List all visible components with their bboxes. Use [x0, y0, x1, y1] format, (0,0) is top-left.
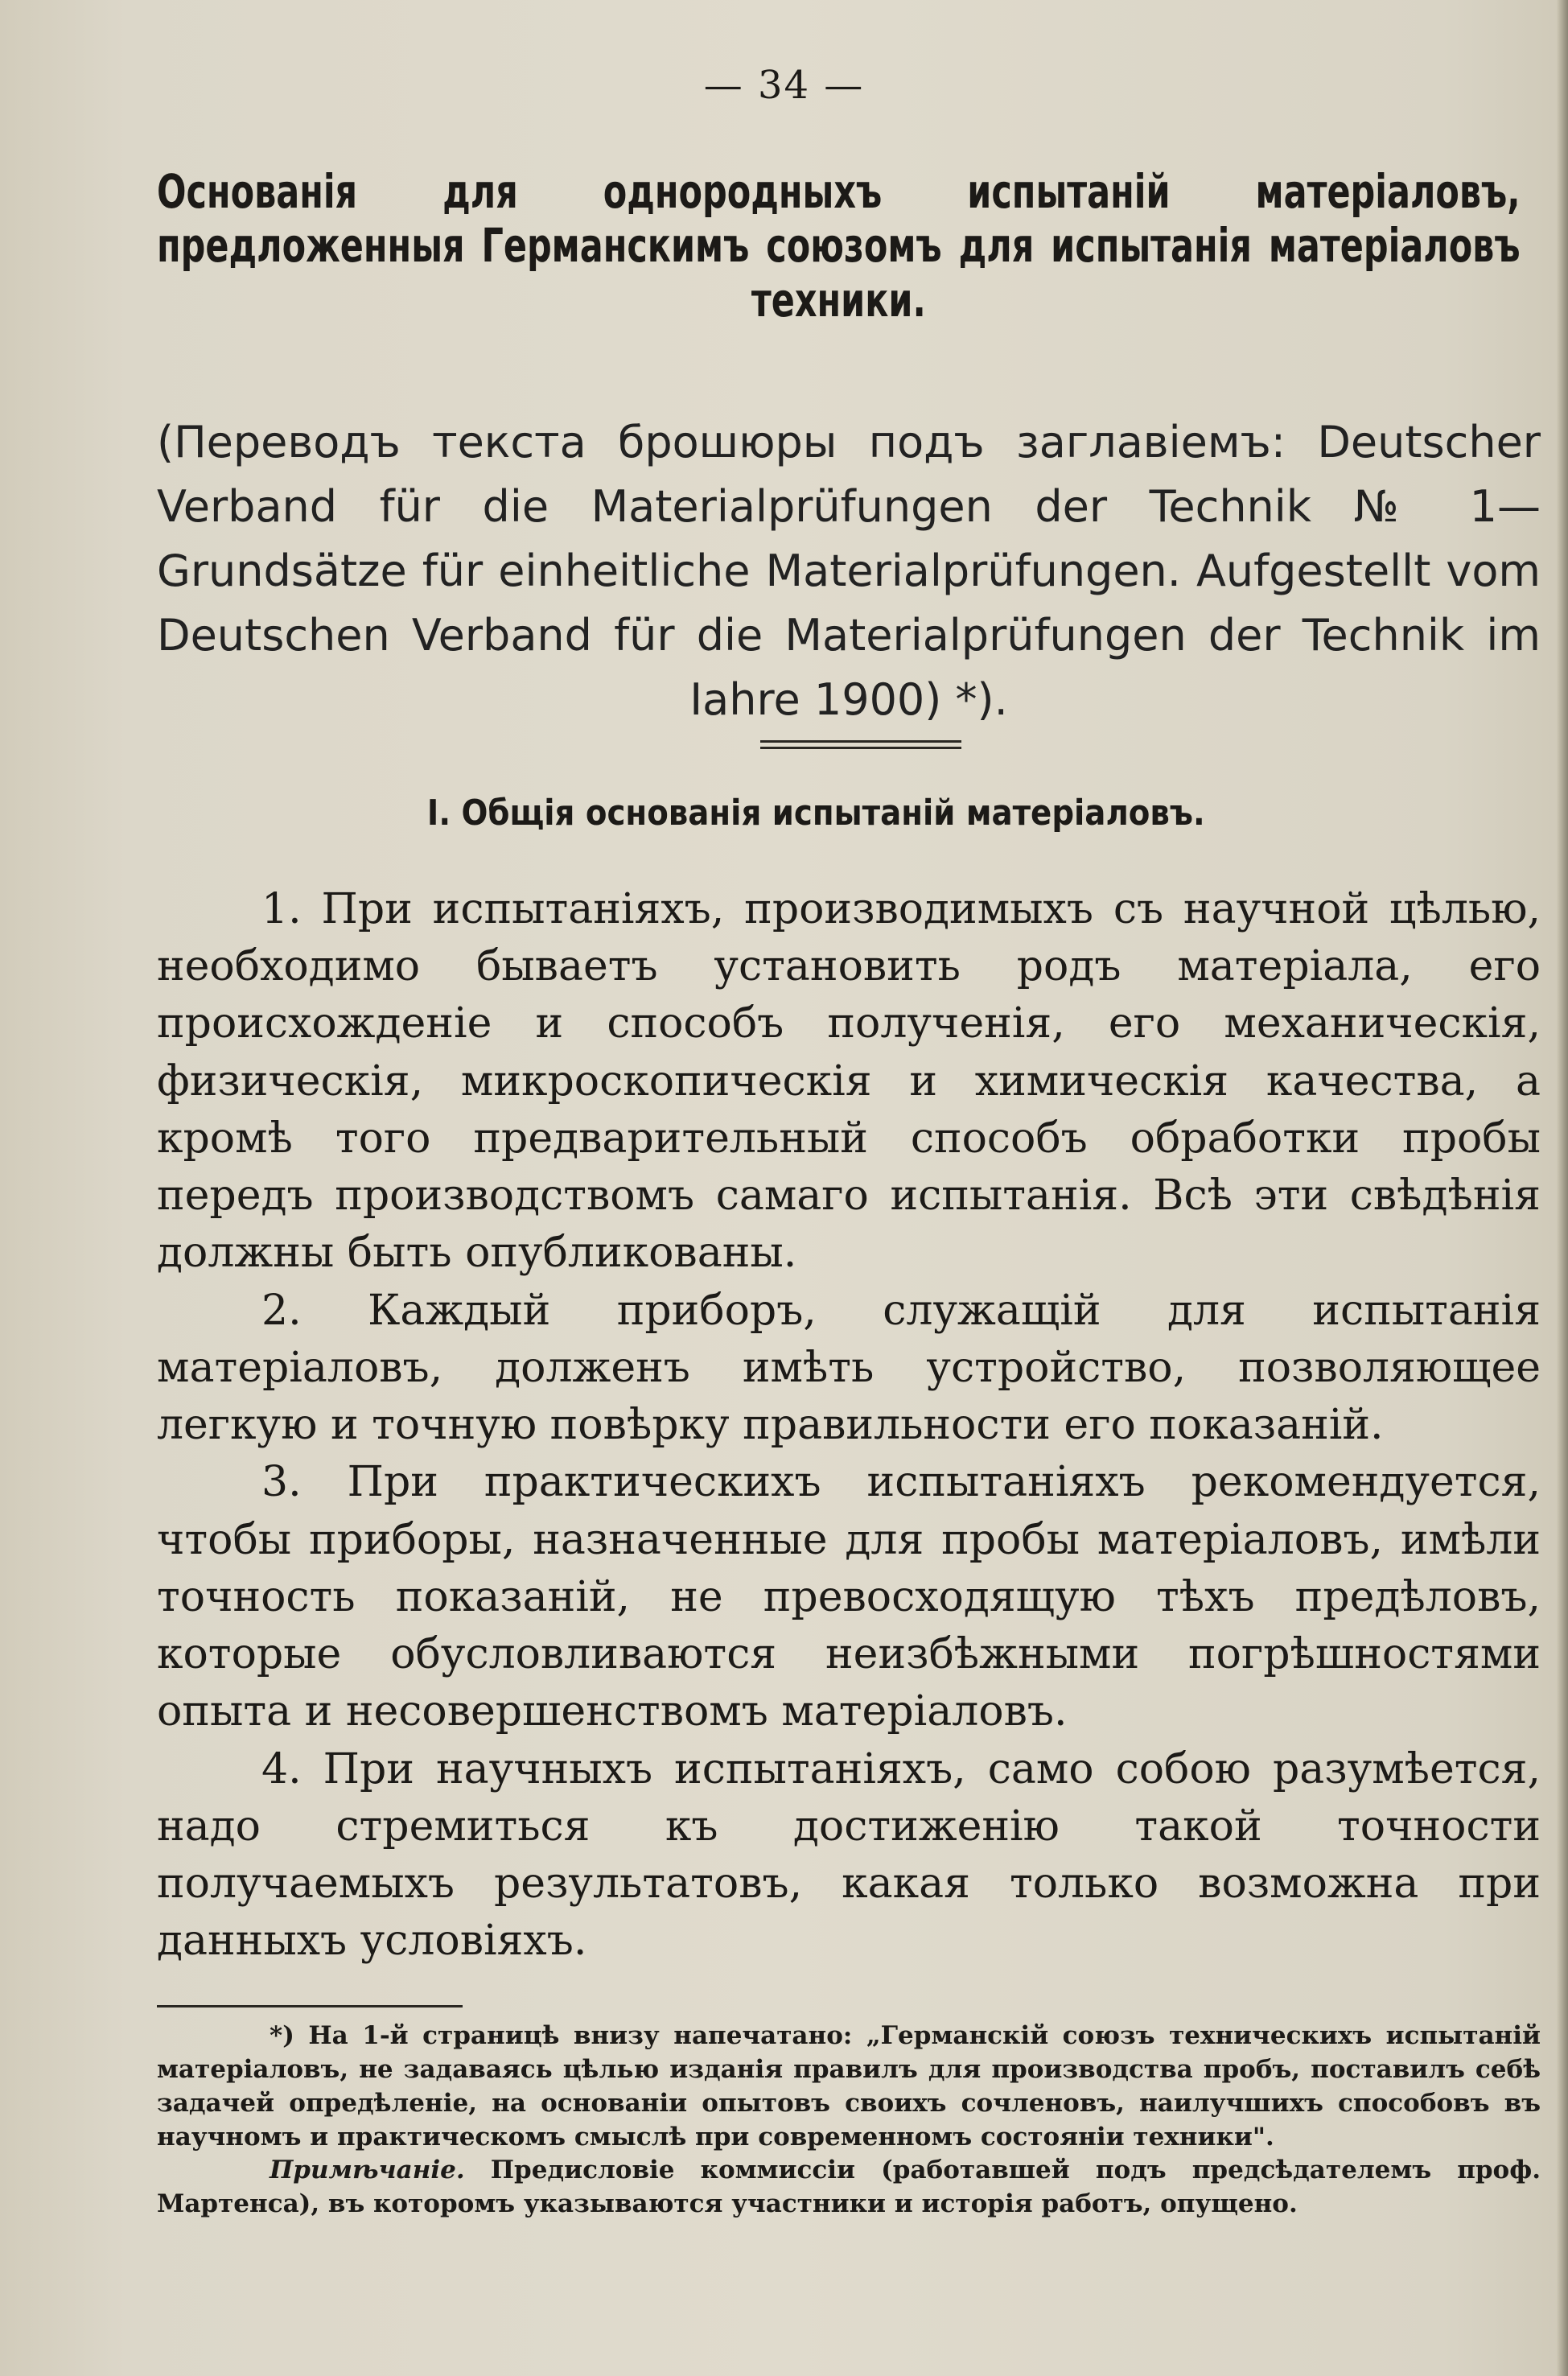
footnote-main: *) На 1-й страницѣ внизу напечатано: „Германскій союзъ техническихъ испытаній матеріаловъ, не задаваясь цѣлью изданія правилъ для производства пробъ, поставилъ себѣ задачей опредѣленіе, на основаніи опытовъ своихъ сочленовъ, наилучшихъ способовъ въ научномъ и практическомъ смыслѣ при современномъ состояніи техники". — [157, 2021, 1541, 2152]
footnote-remark-text: Предисловіе коммиссіи (работавшей подъ предсѣдателемъ проф. Мартенса), въ которомъ указываются участники и исторія работъ, опущено. — [157, 2156, 1541, 2219]
footnote-remark-label: Примѣчаніе. — [270, 2156, 465, 2185]
document-title: Основанія для однородныхъ испытаній матеріаловъ, предложенныя Германскимъ союзомъ для испытанія матеріаловъ техники. — [157, 164, 1521, 327]
section-heading — [0, 793, 1568, 834]
paragraph-1: 1. При испытаніяхъ, производимыхъ съ научной цѣлью, необходимо бываетъ установить родъ матеріала, его происхожденіе и способъ полученія, его механическія, физическія, микроскопическія и химическія качества, а кромѣ того предварительный способъ обработки пробы передъ производствомъ самаго испытанія. Всѣ эти свѣдѣнія должны быть опубликованы. — [157, 885, 1541, 1278]
page-spine-shadow — [1557, 0, 1568, 2376]
footnotes — [157, 2020, 1541, 2222]
document-subtitle: (Переводъ текста брошюры подъ заглавіемъ: Deutscher Verband für die Materialprüfungen der Technik № 1—Grundsätze für einheitliche Materialprüfungen. Aufgestellt vom Deutschen Verband für die Materialprüfungen der Technik im Iahre 1900) *). — [157, 417, 1541, 725]
title-divider-bottom — [760, 747, 961, 749]
paragraph-3: 3. При практическихъ испытаніяхъ рекомендуется, чтобы приборы, назначенные для пробы матеріаловъ, имѣли точность показаній, не превосходящую тѣхъ предѣловъ, которые обусловливаются неизбѣжными погрѣшностями опыта и несовершенствомъ матеріаловъ. — [157, 1458, 1541, 1736]
footnote-remark — [157, 2154, 1541, 2222]
page-number: — 34 — — [703, 63, 865, 108]
section-heading-text: I. Общія основанія испытаній матеріаловъ. — [427, 793, 1205, 834]
paragraph-2: 2. Каждый приборъ, служащій для испытанія матеріаловъ, долженъ имѣть устройство, позволяющее легкую и точную повѣрку правильности его показаній. — [157, 1286, 1541, 1450]
footnote-separator — [157, 2005, 463, 2007]
body-text — [157, 881, 1541, 1970]
paragraph-4: 4. При научныхъ испытаніяхъ, само собою разумѣется, надо стремиться къ достиженію такой точности получаемыхъ результатовъ, какая только возможна при данныхъ условіяхъ. — [157, 1744, 1541, 1966]
title-divider-top — [760, 740, 961, 743]
